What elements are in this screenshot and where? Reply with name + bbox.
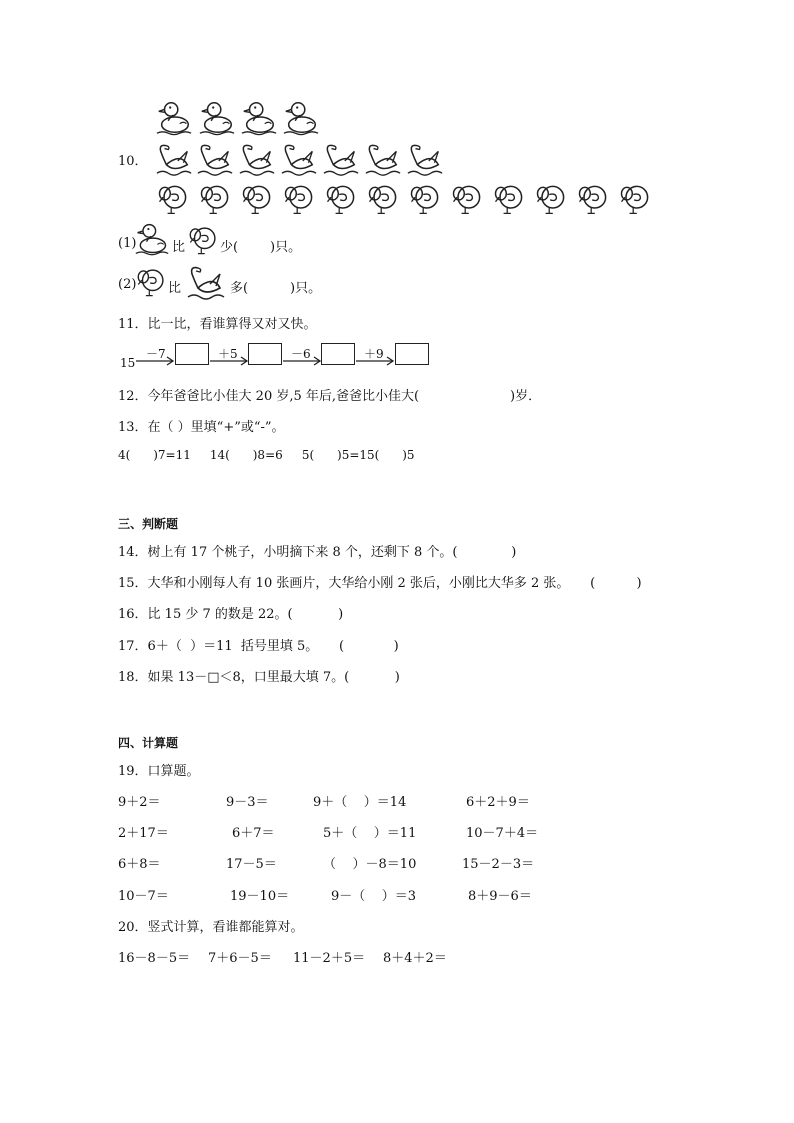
chain-op: ＋9 xyxy=(364,347,384,361)
judgement-item: 16．比 15 少 7 的数是 22。( ) xyxy=(118,607,344,622)
question-12-tail: )岁． xyxy=(510,389,542,404)
question-19-title: 19．口算题。 xyxy=(118,764,200,779)
swan-icon xyxy=(186,262,226,302)
chick-icon xyxy=(155,180,191,218)
question-13-items: 4( )7=11 14( )8=6 5( )5=15( )5 xyxy=(118,448,415,462)
compare-word: 比 xyxy=(168,281,182,296)
question-12-text: 12．今年爸爸比小佳大 20 岁,5 年后,爸爸比小佳大( xyxy=(118,389,420,404)
sub-label: (1) xyxy=(118,236,137,251)
answer-suffix: )只。 xyxy=(290,281,322,296)
chain-start: 15 xyxy=(120,356,136,370)
answer-box[interactable] xyxy=(321,343,355,365)
judgement-item: 18．如果 13－□＜8，口里最大填 7。( ) xyxy=(118,670,400,685)
judgement-item: 15．大华和小刚每人有 10 张画片，大华给小刚 2 张后，小刚比大华多 2 张。 ( ) xyxy=(118,576,642,591)
section-heading: 三、判断题 xyxy=(118,517,179,531)
calc-item: 16－8－5＝ xyxy=(118,951,191,966)
answer-suffix: )只。 xyxy=(270,240,302,255)
chick-icon xyxy=(239,180,275,218)
math-item: 9＋2＝ xyxy=(118,795,161,810)
math-item: 9－（ ）＝3 xyxy=(331,889,417,904)
math-item: 9－3＝ xyxy=(226,795,269,810)
chick-icon xyxy=(407,180,443,218)
judgement-item: 17．6＋（ ）＝11 括号里填 5。 ( ) xyxy=(118,639,399,654)
math-item: 8＋9－6＝ xyxy=(468,889,532,904)
chick-icon xyxy=(281,180,317,218)
math-item: 9＋（ ）＝14 xyxy=(313,795,407,810)
calc-item: 7＋6－5＝ xyxy=(208,951,272,966)
duck-icon xyxy=(240,98,278,138)
chick-icon xyxy=(575,180,611,218)
question-20-title: 20．竖式计算，看谁都能算对。 xyxy=(118,920,304,935)
chick-icon xyxy=(617,180,653,218)
compare-word: 比 xyxy=(172,240,186,255)
judgement-item: 14．树上有 17 个桃子，小明摘下来 8 个，还剩下 8 个。( ) xyxy=(118,545,517,560)
duck-icon xyxy=(282,98,320,138)
calc-item: 11－2＋5＝ xyxy=(293,951,366,966)
chick-icon xyxy=(533,180,569,218)
section-heading: 四、计算题 xyxy=(118,736,179,750)
math-item: 19－10＝ xyxy=(230,889,290,904)
swan-icon xyxy=(406,138,444,180)
chain-op: ＋5 xyxy=(218,347,238,361)
duck-icon xyxy=(134,220,170,258)
calc-item: 8＋4＋2＝ xyxy=(383,951,447,966)
math-item: 17－5＝ xyxy=(226,857,277,872)
math-item: 10－7＋4＝ xyxy=(466,826,539,841)
math-item: 6＋8＝ xyxy=(118,857,161,872)
math-item: 6＋7＝ xyxy=(232,826,275,841)
duck-icon xyxy=(155,98,193,138)
swan-icon xyxy=(196,138,234,180)
chick-icon xyxy=(323,180,359,218)
sub-label: (2) xyxy=(118,277,137,292)
chick-icon xyxy=(197,180,233,218)
swan-icon xyxy=(322,138,360,180)
chick-icon xyxy=(449,180,485,218)
math-item: 2＋17＝ xyxy=(118,826,169,841)
swan-icon xyxy=(280,138,318,180)
chick-icon xyxy=(365,180,401,218)
question-13-title: 13．在（ ）里填“+”或“-”。 xyxy=(118,420,285,435)
math-item: （ ）－8＝10 xyxy=(323,857,417,872)
swan-icon xyxy=(155,138,193,180)
chick-icon xyxy=(186,222,220,258)
math-item: 15－2－3＝ xyxy=(462,857,535,872)
question-number-10: 10． xyxy=(118,154,148,169)
chick-icon xyxy=(491,180,527,218)
chain-op: －6 xyxy=(291,347,311,361)
swan-icon xyxy=(238,138,276,180)
question-11-title: 11．比一比，看谁算得又对又快。 xyxy=(118,317,317,332)
chain-op: －7 xyxy=(146,347,166,361)
relation-word: 多( xyxy=(230,281,249,296)
chick-icon xyxy=(134,264,168,300)
answer-box[interactable] xyxy=(395,343,429,365)
math-item: 5＋（ ）＝11 xyxy=(323,826,417,841)
math-item: 10－7＝ xyxy=(118,889,169,904)
relation-word: 少( xyxy=(220,240,239,255)
answer-box[interactable] xyxy=(248,343,282,365)
swan-icon xyxy=(364,138,402,180)
duck-icon xyxy=(198,98,236,138)
math-item: 6＋2＋9＝ xyxy=(466,795,530,810)
answer-box[interactable] xyxy=(175,343,209,365)
